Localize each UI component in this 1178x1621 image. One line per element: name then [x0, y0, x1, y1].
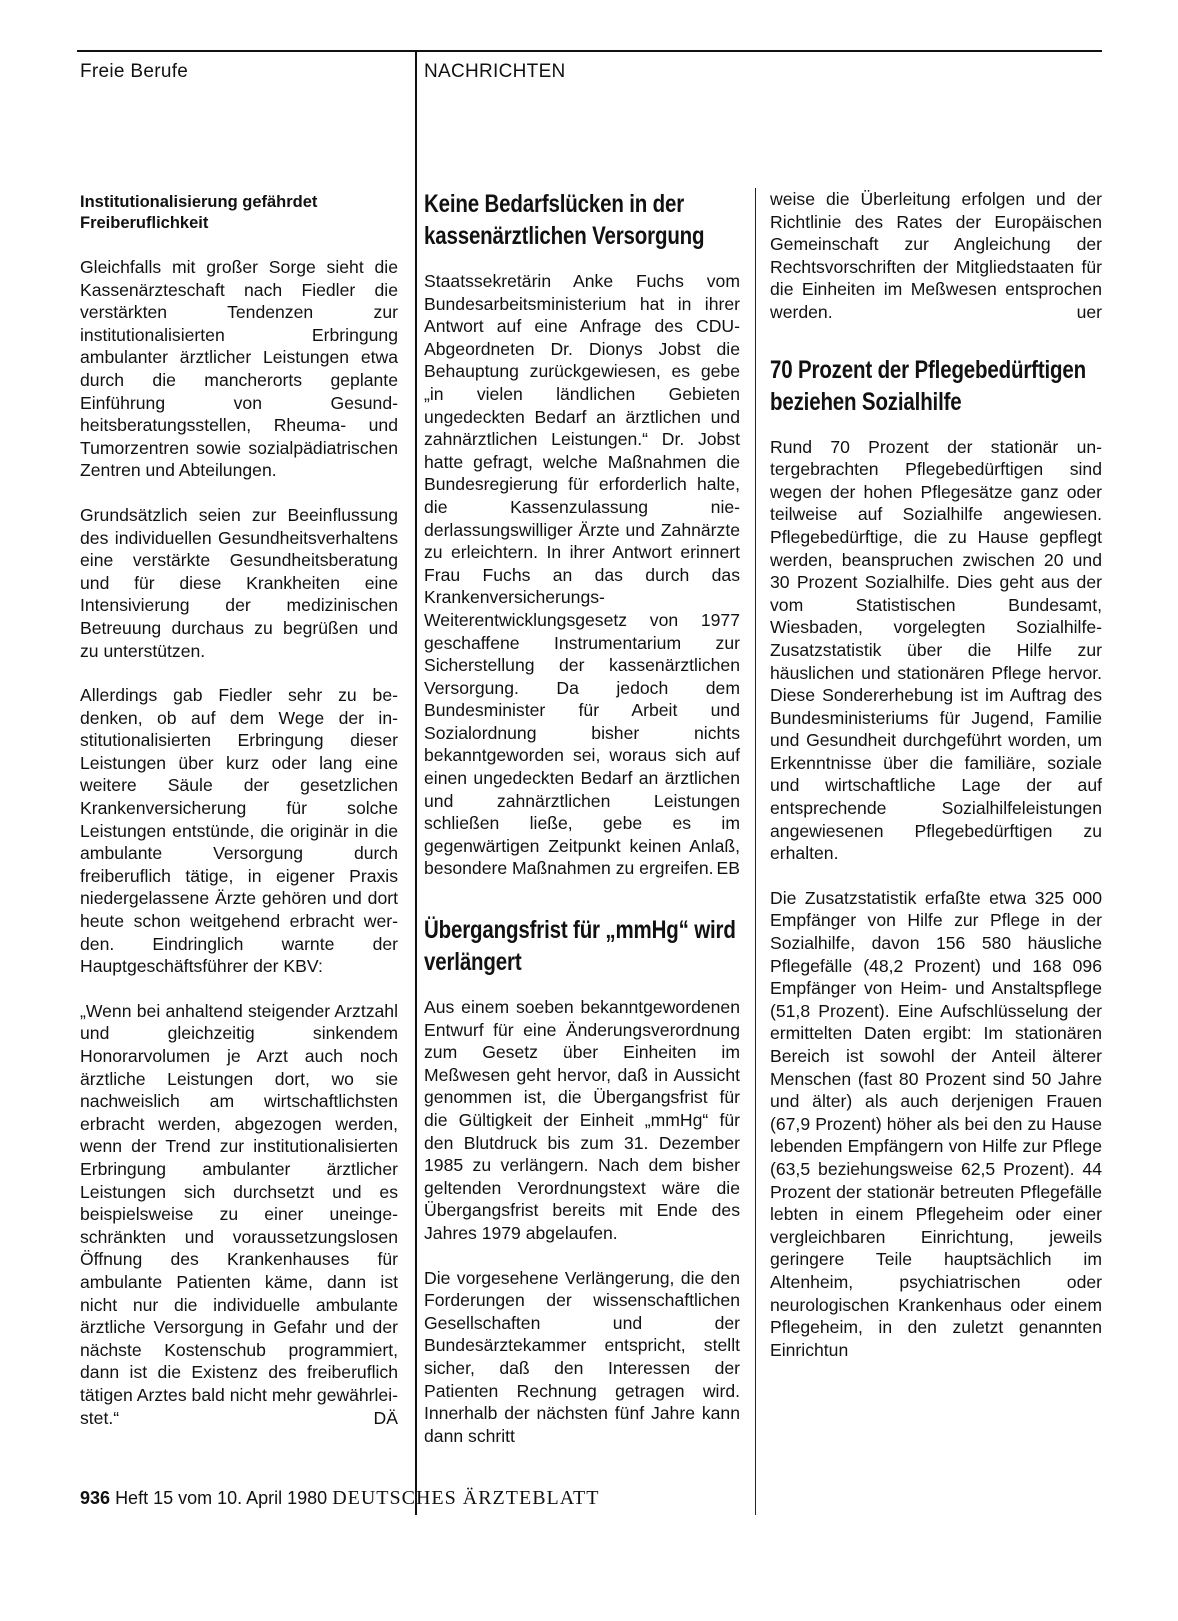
section-label-left: Freie Berufe [80, 61, 189, 82]
section-divider [415, 50, 417, 1515]
column-3 [770, 188, 1102, 1361]
paragraph: Die Zusatzstatistik erfaßte etwa 325 000 Empfänger von Hilfe zur Pflege in der Sozialhilfe, davon 156 580 häusliche Pflegefälle (48,2 Prozent) und 168 096 Empfänger von Heim- und Anstaltspflege (51,8 Prozent). Eine Aufschlüsselung der ermittelten Daten ergibt: Im stationären Bereich ist sowohl der Anteil älterer Menschen (fast 80 Prozent sind 50 Jahre und älter) als auch derjenigen Frauen (67,9 Prozent) höher als bei den zu Hause lebenden Empfängern von Hilfe zur Pflege (63,5 beziehungsweise 62,5 Prozent). 44 Prozent der stationär betreuten Pflegefälle lebten in einem Pflegeheim oder einer vergleichbaren Einrichtung, jeweils geringere Teile hauptsächlich im Altenheim, psychiatrischen oder neurologischen Krankenhaus oder einem Pflegeheim, in den zuletzt genannten Einrichtun [770, 887, 1102, 1360]
issue-info: Heft 15 vom 10. April 1980 [115, 1488, 328, 1508]
article-text: weise die Überleitung erfolgen und der Richtlinie des Rates der Europäischen Gemeinschaft zur Angleichung der Rechtsvorschriften der Mitgliedstaaten für die Einheiten im Meßwesen entsprochen werden. [770, 189, 1102, 322]
author-signature: DÄ [373, 1407, 398, 1428]
column-separator [755, 188, 756, 1515]
paragraph: Allerdings gab Fiedler sehr zu bedenken, ob auf dem Wege der institutionalisierten Erbringung dieser Leistungen über kurz oder lang eine weitere Säule der gesetzlichen Krankenversicherung für solche Leistungen entstünde, die originär in die ambulante Versorgung durch freiberuflich tätige, in eigener Praxis niedergelassene Ärzte gehören und dort heute schon weitgehend erbracht werden. Eindringlich warnte der Hauptgeschäftsführer der KBV: [80, 685, 398, 977]
headline-bedarfsluecken: Keine Bedarfslücken in der kassenärztlichen Versorgung [424, 190, 705, 250]
paragraph [770, 188, 1102, 324]
quote-text: „Wenn bei anhaltend steigender Arztzahl und gleichzeitig sinkendem Honorarvolumen je Arzt auch noch ärztliche Leistungen dort, wo sie nachweislich am wirtschaftlichsten erbracht werden, abgezogen werden, wenn der Trend zur institutionalisierten Erbringung ambulanter ärztlicher Leistungen sich durchsetzt und es beispielsweise zu einer uneingeschränkten und voraussetzungslosen Öffnung des Krankenhauses für ambulante Patienten käme, dann ist nicht nur die individuelle ambulante ärztliche Versorgung in Gefahr und der nächste Kostenschub programmiert, dann ist die Existenz des freiberuflich tätigen Arztes bald nicht mehr gewährleistet.“ [80, 1000, 398, 1428]
paragraph-quote [80, 1000, 398, 1429]
section-label-right: NACHRICHTEN [424, 61, 566, 82]
paragraph [424, 270, 740, 880]
headline-pflegebeduerftige: 70 Prozent der Pflegebedürftigen beziehen Sozialhilfe [770, 355, 1086, 416]
paragraph: Grundsätzlich seien zur Beeinflussung des individuellen Gesundheitsverhaltens eine verstärkte Gesundheitsberatung und für diese Krankheiten eine Intensivierung der medizinischen Betreuung durchaus zu begrüßen und zu unterstützen. [80, 504, 398, 661]
top-rule [77, 50, 1102, 52]
headline-uebergangsfrist: Übergangsfrist für „mmHg“ wird verlängert [424, 916, 736, 977]
paragraph: Rund 70 Prozent der stationär untergebrachten Pflegebedürftigen sind wegen der hohen Pflegesätze ganz oder teilweise auf Sozialhilfe angewiesen. Pflegebedürftige, die zu Hause gepflegt werden, beanspruchen zwischen 20 und 30 Prozent Sozialhilfe. Dies geht aus der vom Statistischen Bundesamt, Wiesbaden, vorgelegten Sozialhilfe-Zusatzstatistik über die Hilfe zur häuslichen und stationären Pflege hervor. Diese Sondererhebung ist im Auftrag des Bundesministeriums für Jugend, Familie und Gesundheit durchgeführt worden, um Erkenntnisse über die familiäre, soziale und wirtschaftliche Lage der auf entsprechende Sozialhilfeleistungen angewiesenen Pflegebedürftigen zu erhalten. [770, 436, 1102, 864]
page-footer [80, 1487, 599, 1510]
page-number: 936 [80, 1488, 111, 1508]
subheading-institutionalisierung: Institutionalisierung gefährdet Freiberuflichkeit [80, 193, 318, 232]
masthead: DEUTSCHES ÄRZTEBLATT [332, 1487, 600, 1509]
column-1 [80, 192, 398, 1429]
paragraph: Die vorgesehene Verlängerung, die den Forderungen der wissenschaftlichen Gesellschaften und der Bundesärztekammer entspricht, stellt sicher, daß den Interessen der Patienten Rechnung getragen wird. Innerhalb der nächsten fünf Jahre kann dann schritt [424, 1267, 740, 1446]
article-text: Staatssekretärin Anke Fuchs vom Bundesarbeitsministerium hat in ihrer Antwort auf eine Anfrage des CDU-Abgeordneten Dr. Dionys Jobst die Behauptung zurückgewiesen, es gebe „in vielen ländlichen Gebieten ungedeckten Bedarf an ärztlichen und zahnärztlichen Leistungen.“ Dr. Jobst hatte gefragt, welche Maßnahmen die Bundesregierung für erforderlich halte, die Kassenzulassung niederlassungswilliger Ärzte und Zahnärzte zu erleichtern. In ihrer Antwort erinnert Frau Fuchs an das durch das Krankenversicherungs-Weiterentwicklungsgesetz von 1977 geschaffene Instrumentarium zur Sicherstellung der kassenärztlichen Versorgung. Da jedoch dem Bundesminister für Arbeit und Sozialordnung bisher nichts bekanntgeworden sei, woraus sich auf einen ungedeckten Bedarf an ärztlichen und zahnärztlichen Leistungen schließen ließe, gebe es im gegenwärtigen Zeitpunkt keinen Anlaß, besondere Maßnahmen zu ergreifen. [424, 271, 740, 879]
paragraph: Gleichfalls mit großer Sorge sieht die Kassenärzteschaft nach Fiedler die verstärkten Tendenzen zur institutionalisierten Erbringung ambulanter ärztlicher Leistungen etwa durch die mancherorts geplante Einführung von Gesundheitsberatungsstellen, Rheuma- und Tumorzentren sowie sozialpädiatrischen Zentren und Abteilungen. [80, 257, 398, 481]
author-signature: uer [1076, 301, 1102, 322]
paragraph: Aus einem soeben bekanntgewordenen Entwurf für eine Änderungsverordnung zum Gesetz über Einheiten im Meßwesen geht hervor, daß in Aussicht genommen ist, die Übergangsfrist für die Gültigkeit der Einheit „mmHg“ für den Blutdruck bis zum 31. Dezember 1985 zu verlängern. Nach dem bisher geltenden Verordnungstext wäre die Übergangsfrist bereits mit Ende des Jahres 1979 abgelaufen. [424, 997, 740, 1243]
column-2 [424, 188, 740, 1447]
author-signature: EB [716, 858, 740, 879]
